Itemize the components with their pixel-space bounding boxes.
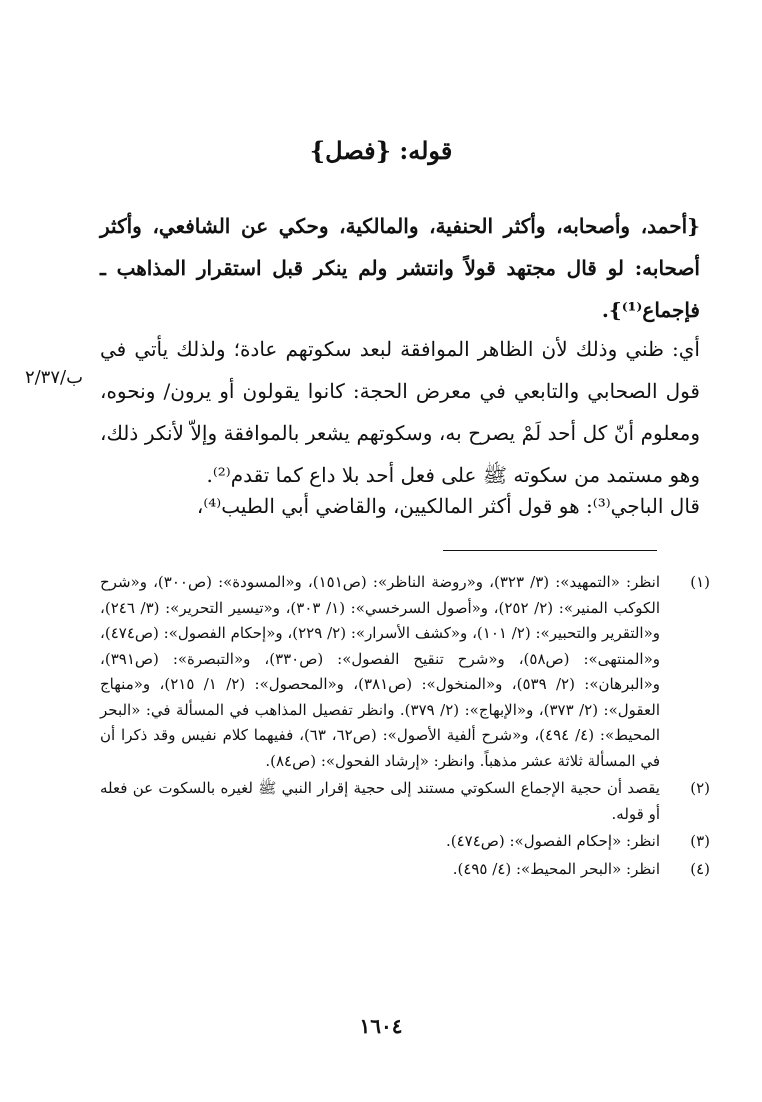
footnote-number: (١) — [690, 573, 710, 591]
quoted-text: {أحمد، وأصحابه، وأكثر الحنفية، والمالكية، وحكي عن الشافعي، وأكثر أصحابه: لو قال مجتهد قولاً وانتشر ولم ينكر قبل استقرار المذاهب ـ فإجماع⁽¹⁾}. — [100, 214, 700, 322]
section-heading: قوله: {فصل} — [309, 136, 453, 165]
footnote-number: (٣) — [690, 832, 710, 850]
paragraph-commentary: أي: ظني وذلك لأن الظاهر الموافقة لبعد سكوتهم عادة؛ ولذلك يأتي في قول الصحابي والتابعي في معرض الحجة: كانوا يقولون أو يرون/ ونحوه، ومعلوم أنّ كل أحد لَمْ يصرح به، وسكوتهم يشعر بالموافقة وإلاّ لأنكر ذلك، وهو مستمد من سكوته ﷺ على فعل أحد بلا داع كما تقدم⁽²⁾. — [100, 337, 700, 487]
footnote-item — [100, 570, 710, 774]
footnote-text: يقصد أن حجية الإجماع السكوتي مستند إلى حجية إقرار النبي ﷺ لغيره بالسكوت عن فعله أو قوله. — [100, 779, 660, 823]
manuscript-folio-note: ب/٢/٣٧ — [24, 367, 84, 388]
footnote-item — [100, 776, 710, 827]
footnote-text: انظر: «إحكام الفصول»: (ص٤٧٤). — [445, 832, 660, 850]
footnote-divider — [443, 550, 657, 551]
footnote-text: انظر: «البحر المحيط»: (٤/ ٤٩٥). — [452, 859, 660, 878]
footnote-number: (٢) — [690, 779, 710, 797]
footnote-text: انظر: «التمهيد»: (٣/ ٣٢٣)، و«روضة الناظر»: (ص١٥١)، و«المسودة»: (ص٣٠٠)، و«شرح الكوكب المنير»: (٢/ ٢٥٢)، و«أصول السرخسي»: (١/ ٣٠٣)، و«تيسير التحرير»: (٣/ ٢٤٦)، و«التقرير والتحبير»: (٢/ ١٠١)، و«كشف الأسرار»: (٢/ ٢٢٩)، و«إحكام الفصول»: (ص٤٧٤)، و«المنتهى»: (ص٥٨)، و«شرح تنقيح الفصول»: (ص٣٣٠)، و«التبصرة»: (ص٣٩١)، و«البرهان»: (٢/ ٥٣٩)، و«المنخول»: (ص٣٨١)، و«المحصول»: (٢/ ١/ ٢١٥)، و«منهاج العقول»: (٢/ ٣٧٣)، و«الإبهاج»: (٢/ ٣٧٩). وانظر تفصيل المذاهب في المسألة في: «البحر المحيط»: (٤/ ٤٩٤)، و«شرح ألفية الأصول»: (ص٦٢، ٦٣)، ففيهما كلام نفيس وقد ذكرا أن في المسألة ثلاثة عشر مذهباً. وانظر: «إرشاد الفحول»: (ص٨٤). — [100, 573, 661, 770]
footnotes — [100, 570, 710, 884]
footnote-item — [100, 829, 710, 855]
footnote-item — [100, 857, 710, 883]
page-number: ١٦٠٤ — [359, 1014, 403, 1038]
footnote-number: (٤) — [690, 859, 710, 878]
paragraph-albaji: قال الباجي⁽³⁾: هو قول أكثر المالكيين، والقاضي أبي الطيب⁽⁴⁾، — [196, 494, 700, 518]
